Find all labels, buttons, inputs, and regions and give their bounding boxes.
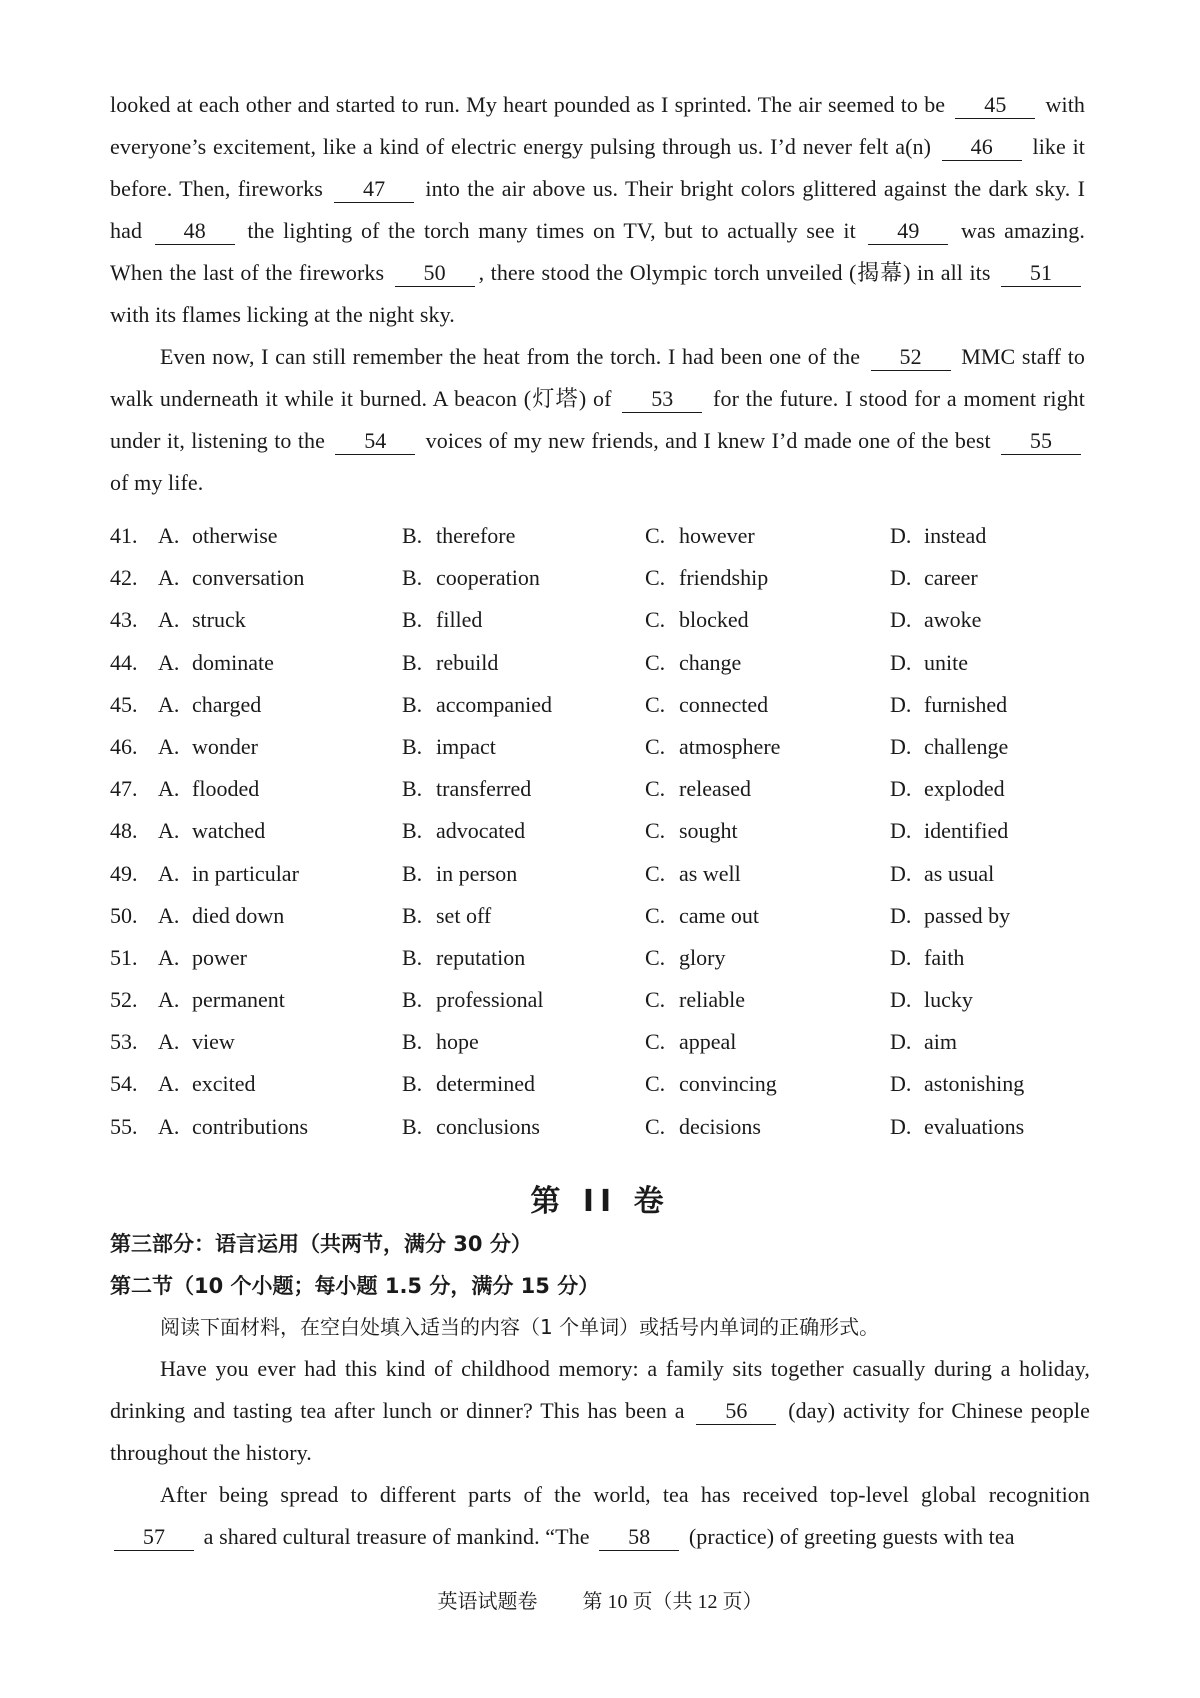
option-choice <box>645 771 751 807</box>
question-row <box>110 729 1110 771</box>
option-text: power <box>192 944 247 970</box>
option-choice <box>402 518 515 554</box>
option-choice <box>645 813 738 849</box>
blank-48: 48 <box>155 218 235 245</box>
option-text: filled <box>436 607 483 633</box>
option-text: furnished <box>924 691 1008 717</box>
option-text: in person <box>436 860 518 886</box>
option-letter: D. <box>890 523 912 548</box>
option-choice <box>645 560 768 596</box>
option-choice <box>158 602 246 638</box>
question-number: 43. <box>110 607 138 633</box>
passage-text: into the air above us. Their bright colors glittered against the dark sky. I had <box>110 176 1085 243</box>
option-choice <box>890 560 978 596</box>
option-choice <box>158 856 299 892</box>
option-letter: B. <box>402 649 423 675</box>
option-text: dominate <box>192 649 274 675</box>
grammar-fill-section <box>110 1306 1090 1558</box>
option-text: otherwise <box>192 523 278 548</box>
option-letter: A. <box>158 565 180 591</box>
option-text: conversation <box>192 565 305 591</box>
option-text: came out <box>679 902 760 928</box>
option-text: awoke <box>924 607 982 633</box>
option-text: exploded <box>924 776 1005 802</box>
option-choice <box>158 1109 308 1145</box>
option-text: unite <box>924 649 968 675</box>
option-letter: C. <box>645 733 666 759</box>
option-letter: C. <box>645 649 666 675</box>
option-text: permanent <box>192 987 285 1013</box>
option-choice <box>890 771 1005 807</box>
part3-heading: 第三部分：语言运用（共两节，满分 30 分） <box>110 1232 532 1256</box>
option-choice <box>645 602 749 638</box>
option-choice <box>890 898 1010 934</box>
question-row <box>110 560 1110 602</box>
option-text: reputation <box>436 944 526 970</box>
option-letter: A. <box>158 1071 180 1097</box>
option-letter: A. <box>158 1029 180 1055</box>
option-letter: B. <box>402 733 423 759</box>
question-number: 46. <box>110 733 138 759</box>
question-number: 49. <box>110 860 138 886</box>
option-choice <box>158 771 259 807</box>
option-text: watched <box>192 818 266 844</box>
option-letter: C. <box>645 565 666 591</box>
option-text: friendship <box>679 565 769 591</box>
passage-text: looked at each other and started to run. My heart pounded as I sprinted. The air seemed to be <box>110 92 952 117</box>
option-choice <box>158 1024 235 1060</box>
option-choice <box>158 518 278 554</box>
option-letter: D. <box>890 776 912 802</box>
cloze-passage <box>110 84 1085 504</box>
option-letter: B. <box>402 523 423 548</box>
blank-50: 50 <box>395 260 475 287</box>
option-letter: B. <box>402 944 423 970</box>
question-row <box>110 856 1110 898</box>
blank-57: 57 <box>114 1524 194 1551</box>
option-choice <box>890 687 1007 723</box>
option-text: decisions <box>679 1113 761 1139</box>
option-letter: B. <box>402 691 423 717</box>
passage-text: for the future. I stood for a moment right under it, listening to the <box>110 386 1085 453</box>
option-choice <box>402 813 525 849</box>
option-text: as well <box>679 860 741 886</box>
question-row <box>110 1024 1110 1066</box>
option-text: determined <box>436 1071 535 1097</box>
option-text: atmosphere <box>679 733 781 759</box>
question-row <box>110 982 1110 1024</box>
blank-49: 49 <box>868 218 948 245</box>
passage-text: (day) activity for Chinese people throughout the history. <box>110 1398 1090 1465</box>
question-number: 45. <box>110 691 138 717</box>
option-letter: C. <box>645 1071 666 1097</box>
option-letter: A. <box>158 818 180 844</box>
blank-51: 51 <box>1001 260 1081 287</box>
option-text: excited <box>192 1071 256 1097</box>
question-row <box>110 1066 1110 1108</box>
question-number: 52. <box>110 987 138 1013</box>
option-letter: D. <box>890 902 912 928</box>
option-text: view <box>192 1029 235 1055</box>
option-choice <box>158 729 258 765</box>
option-letter: D. <box>890 1071 912 1097</box>
option-choice <box>890 1066 1024 1102</box>
option-text: challenge <box>924 733 1009 759</box>
option-text: contributions <box>192 1113 309 1139</box>
option-text: rebuild <box>436 649 499 675</box>
option-text: connected <box>679 691 769 717</box>
option-letter: B. <box>402 902 423 928</box>
option-text: hope <box>436 1029 479 1055</box>
answer-options <box>110 518 1110 1151</box>
paragraph <box>110 1474 1090 1558</box>
option-letter: B. <box>402 1113 423 1139</box>
instruction-text: 阅读下面材料，在空白处填入适当的内容（1 个单词）或括号内单词的正确形式。 <box>160 1315 880 1339</box>
blank-53: 53 <box>622 386 702 413</box>
option-letter: C. <box>645 944 666 970</box>
question-number: 47. <box>110 776 138 802</box>
passage-text: (practice) of greeting guests with tea <box>683 1524 1015 1549</box>
option-letter: C. <box>645 860 666 886</box>
option-choice <box>645 518 755 554</box>
option-text: conclusions <box>436 1113 540 1139</box>
passage-text: like it before. Then, fireworks <box>110 134 1086 201</box>
passage-text: the lighting of the torch many times on TV, but to actually see it <box>238 218 865 243</box>
option-text: faith <box>924 944 965 970</box>
option-choice <box>402 1109 540 1145</box>
option-letter: A. <box>158 776 180 802</box>
option-letter: C. <box>645 987 666 1013</box>
blank-58: 58 <box>599 1524 679 1551</box>
option-text: charged <box>192 691 262 717</box>
option-text: aim <box>924 1029 957 1055</box>
option-choice <box>890 1024 957 1060</box>
question-number: 51. <box>110 944 138 970</box>
option-letter: A. <box>158 902 180 928</box>
option-letter: A. <box>158 691 180 717</box>
option-choice <box>402 898 491 934</box>
blank-46: 46 <box>942 134 1022 161</box>
passage-text: , there stood the Olympic torch unveiled (揭幕) in all its <box>478 260 997 285</box>
option-letter: A. <box>158 860 180 886</box>
question-number: 53. <box>110 1029 138 1055</box>
volume-title: 第 II 卷 <box>530 1184 670 1219</box>
paragraph <box>110 1348 1090 1474</box>
option-letter: D. <box>890 733 912 759</box>
question-number: 44. <box>110 649 138 675</box>
option-letter: B. <box>402 1071 423 1097</box>
blank-55: 55 <box>1001 428 1081 455</box>
option-letter: C. <box>645 776 666 802</box>
page-footer <box>0 1585 1200 1614</box>
question-number: 50. <box>110 902 138 928</box>
option-letter: D. <box>890 1029 912 1055</box>
option-letter: A. <box>158 944 180 970</box>
option-text: astonishing <box>924 1071 1025 1097</box>
option-choice <box>402 771 531 807</box>
option-letter: D. <box>890 860 912 886</box>
option-choice <box>645 729 780 765</box>
option-choice <box>402 560 540 596</box>
option-text: evaluations <box>924 1113 1025 1139</box>
option-letter: B. <box>402 776 423 802</box>
option-choice <box>402 687 552 723</box>
paragraph <box>110 84 1085 336</box>
option-letter: D. <box>890 691 912 717</box>
blank-54: 54 <box>335 428 415 455</box>
option-text: as usual <box>924 860 995 886</box>
question-row <box>110 771 1110 813</box>
passage-text: with its flames licking at the night sky. <box>110 302 455 327</box>
option-text: released <box>679 776 752 802</box>
option-choice <box>645 645 741 681</box>
footer-page-number: 第 10 页（共 12 页） <box>582 1591 763 1613</box>
option-choice <box>158 940 247 976</box>
passage-text: of my life. <box>110 470 204 495</box>
question-row <box>110 898 1110 940</box>
option-choice <box>645 1024 736 1060</box>
option-choice <box>402 982 544 1018</box>
option-letter: C. <box>645 1113 666 1139</box>
blank-45: 45 <box>955 92 1035 119</box>
option-letter: C. <box>645 902 666 928</box>
option-text: convincing <box>679 1071 777 1097</box>
option-letter: B. <box>402 1029 423 1055</box>
grammar-passage <box>110 1348 1090 1558</box>
option-letter: C. <box>645 818 666 844</box>
option-choice <box>645 687 768 723</box>
option-letter: A. <box>158 987 180 1013</box>
option-letter: D. <box>890 649 912 675</box>
option-choice <box>158 687 261 723</box>
option-text: transferred <box>436 776 532 802</box>
passage-text: a shared cultural treasure of mankind. “The <box>198 1524 596 1549</box>
option-choice <box>890 602 981 638</box>
passage-text: After being spread to different parts of the world, tea has received top-level global recognition <box>160 1482 1090 1507</box>
option-letter: B. <box>402 987 423 1013</box>
question-number: 54. <box>110 1071 138 1097</box>
option-choice <box>890 982 973 1018</box>
option-choice <box>890 856 994 892</box>
option-text: flooded <box>192 776 260 802</box>
question-row <box>110 602 1110 644</box>
option-text: change <box>679 649 742 675</box>
option-choice <box>890 729 1008 765</box>
option-text: instead <box>924 523 987 548</box>
option-text: set off <box>436 902 492 928</box>
option-text: advocated <box>436 818 526 844</box>
option-choice <box>158 813 265 849</box>
question-row <box>110 645 1110 687</box>
option-text: career <box>924 565 978 591</box>
question-number: 55. <box>110 1113 138 1139</box>
passage-text: MMC staff to walk underneath it while it burned. A beacon (灯塔) of <box>110 344 1086 411</box>
option-letter: A. <box>158 523 180 548</box>
option-text: lucky <box>924 987 973 1013</box>
option-letter: D. <box>890 987 912 1013</box>
option-text: blocked <box>679 607 749 633</box>
option-letter: D. <box>890 565 912 591</box>
option-choice <box>645 1109 761 1145</box>
option-choice <box>402 1024 479 1060</box>
question-number: 48. <box>110 818 138 844</box>
option-choice <box>402 1066 535 1102</box>
question-row <box>110 1109 1110 1151</box>
option-letter: A. <box>158 733 180 759</box>
passage-text: with everyone’s excitement, like a kind of electric energy pulsing through us. I’d never felt a(n) <box>110 92 1086 159</box>
blank-47: 47 <box>334 176 414 203</box>
option-letter: A. <box>158 607 180 633</box>
option-text: professional <box>436 987 544 1013</box>
option-choice <box>158 645 274 681</box>
section2-heading: 第二节（10 个小题；每小题 1.5 分，满分 15 分） <box>110 1274 600 1298</box>
option-text: struck <box>192 607 246 633</box>
blank-56: 56 <box>696 1398 776 1425</box>
option-text: appeal <box>679 1029 737 1055</box>
option-letter: D. <box>890 1113 912 1139</box>
paragraph <box>110 336 1085 504</box>
option-letter: C. <box>645 523 666 548</box>
footer-subject: 英语试题卷 <box>437 1591 538 1613</box>
question-row <box>110 940 1110 982</box>
option-text: in particular <box>192 860 299 886</box>
option-choice <box>645 856 741 892</box>
option-text: therefore <box>436 523 516 548</box>
option-choice <box>645 898 759 934</box>
option-text: accompanied <box>436 691 553 717</box>
option-choice <box>890 813 1008 849</box>
option-letter: A. <box>158 1113 180 1139</box>
option-letter: B. <box>402 818 423 844</box>
option-text: impact <box>436 733 496 759</box>
question-row <box>110 518 1110 560</box>
option-text: cooperation <box>436 565 540 591</box>
option-text: sought <box>679 818 738 844</box>
option-choice <box>890 940 964 976</box>
option-text: glory <box>679 944 726 970</box>
option-choice <box>645 1066 777 1102</box>
option-letter: C. <box>645 607 666 633</box>
option-text: identified <box>924 818 1009 844</box>
option-letter: B. <box>402 860 423 886</box>
option-letter: C. <box>645 1029 666 1055</box>
option-choice <box>402 602 482 638</box>
passage-text: Have you ever had this kind of childhood memory: a family sits together casually during a holiday, drinking and tasting tea after lunch or dinner? This has been a <box>110 1356 1090 1423</box>
option-choice <box>890 645 968 681</box>
option-letter: C. <box>645 691 666 717</box>
option-choice <box>158 1066 256 1102</box>
option-letter: A. <box>158 649 180 675</box>
question-row <box>110 813 1110 855</box>
option-choice <box>645 940 725 976</box>
option-letter: D. <box>890 607 912 633</box>
question-row <box>110 687 1110 729</box>
question-number: 41. <box>110 523 138 548</box>
option-letter: B. <box>402 565 423 591</box>
option-choice <box>158 982 285 1018</box>
option-text: reliable <box>679 987 745 1013</box>
option-choice <box>158 898 284 934</box>
option-choice <box>402 729 496 765</box>
option-choice <box>402 940 525 976</box>
passage-text: was amazing. When the last of the fireworks <box>110 218 1085 285</box>
option-choice <box>890 518 986 554</box>
option-letter: B. <box>402 607 423 633</box>
passage-text: voices of my new friends, and I knew I’d made one of the best <box>419 428 997 453</box>
option-text: passed by <box>924 902 1011 928</box>
blank-52: 52 <box>871 344 951 371</box>
option-choice <box>402 856 517 892</box>
option-letter: D. <box>890 818 912 844</box>
option-choice <box>645 982 745 1018</box>
passage-text: Even now, I can still remember the heat from the torch. I had been one of the <box>160 344 867 369</box>
option-letter: D. <box>890 944 912 970</box>
option-choice <box>158 560 304 596</box>
option-choice <box>890 1109 1024 1145</box>
option-choice <box>402 645 498 681</box>
question-number: 42. <box>110 565 138 591</box>
option-text: however <box>679 523 755 548</box>
option-text: wonder <box>192 733 258 759</box>
option-text: died down <box>192 902 285 928</box>
